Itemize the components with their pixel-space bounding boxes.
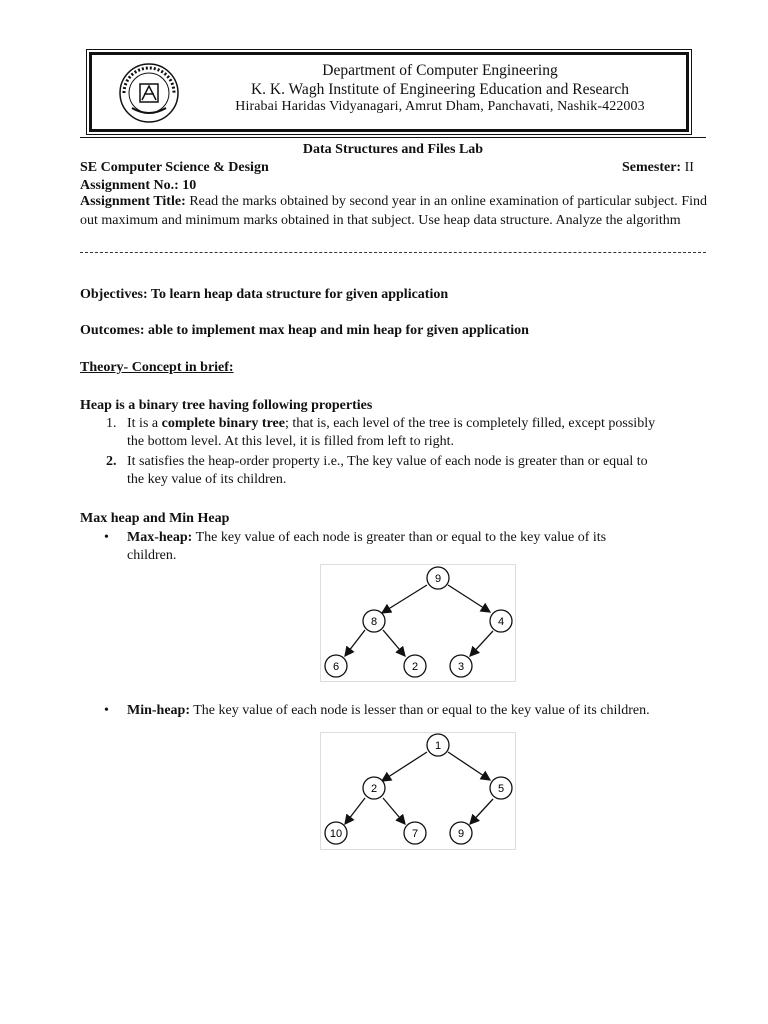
max-heap-node-root [427,567,449,589]
semester-value: II [684,160,694,175]
course-name: SE Computer Science & Design [80,160,269,175]
property-1-bold: complete binary tree [161,416,285,431]
max-heap-node-right-label: 4 [497,616,505,628]
max-heap-node-left-right [404,655,426,677]
dashed-divider [80,252,706,253]
min-heap-label: Min-heap: [127,703,190,718]
property-1-number: 1. [106,416,117,431]
assignment-no-label: Assignment No.: [80,178,179,193]
min-heap-line [127,701,650,720]
max-heap-node-left-right-label: 2 [411,661,419,673]
property-2-number: 2. [106,454,117,469]
lab-title: Data Structures and Files Lab [302,142,484,157]
assignment-title-text: Read the marks obtained by second year in an online examination of particular subject. Find out maximum and minimum marks obtained in that subject. Use heap data structure. Analyze the algorithm [80,194,708,228]
min-heap-node-left [363,777,385,799]
property-1-pre: It is a [127,416,162,431]
max-heap-line-1 [127,528,606,547]
theory-heading: Theory- Concept in brief: [80,360,234,375]
property-1-line-1 [127,414,655,433]
semester-label: Semester: [622,160,682,175]
property-1-rest: ; that is, each level of the tree is completely filled, except possibly [284,416,656,431]
max-heap-node-root-label: 9 [434,573,442,585]
min-heap-node-root [427,734,449,756]
max-heap-label: Max-heap: [127,530,193,545]
min-heap-node-left-label: 2 [370,783,378,795]
min-heap-node-left-left-label: 10 [329,828,343,840]
assignment-title [80,192,707,230]
min-heap-node-right [490,777,512,799]
max-heap-node-right-left [450,655,472,677]
property-2-line-1: It satisfies the heap-order property i.e., The key value of each node is greater than or equal to [127,454,648,469]
max-heap-text: The key value of each node is greater than or equal to the key value of its [192,530,607,545]
max-heap-node-left-left-label: 6 [332,661,340,673]
max-heap-node-right-left-label: 3 [457,661,465,673]
institute-address: Hirabai Haridas Vidyanagari, Amrut Dham, Panchavati, Nashik-422003 [235,99,645,114]
min-heap-text: The key value of each node is lesser than or equal to the key value of its children. [190,703,650,718]
outcomes: Outcomes: able to implement max heap and min heap for given application [80,323,529,338]
min-heap-diagram [320,732,516,850]
property-1-line-2: the bottom level. At this level, it is filled from left to right. [127,434,455,449]
bullet-icon: • [104,703,109,718]
max-heap-diagram [320,564,516,682]
min-heap-node-root-label: 1 [434,740,442,752]
min-heap-node-right-label: 5 [497,783,505,795]
max-heap-node-left [363,610,385,632]
min-heap-node-right-left [450,822,472,844]
min-heap-node-left-right [404,822,426,844]
assignment-no-value: 10 [182,178,197,193]
header-rule [80,137,706,138]
max-heap-node-right [490,610,512,632]
objectives: Objectives: To learn heap data structure for given application [80,287,449,302]
semester [622,158,694,177]
max-heap-node-left-left [325,655,347,677]
institute-logo [118,62,180,124]
max-heap-node-left-label: 8 [370,616,378,628]
assignment-title-label: Assignment Title: [80,194,186,209]
heap-heading: Heap is a binary tree having following properties [80,398,373,413]
min-heap-node-left-left [325,822,347,844]
maxmin-heading: Max heap and Min Heap [80,511,230,526]
bullet-icon: • [104,530,109,545]
min-heap-node-right-left-label: 9 [457,828,465,840]
property-2-line-2: the key value of its children. [127,472,287,487]
department-name: Department of Computer Engineering [322,62,558,79]
institute-name: K. K. Wagh Institute of Engineering Education and Research [250,81,630,98]
max-heap-line-2: children. [127,548,177,563]
min-heap-node-left-right-label: 7 [411,828,419,840]
